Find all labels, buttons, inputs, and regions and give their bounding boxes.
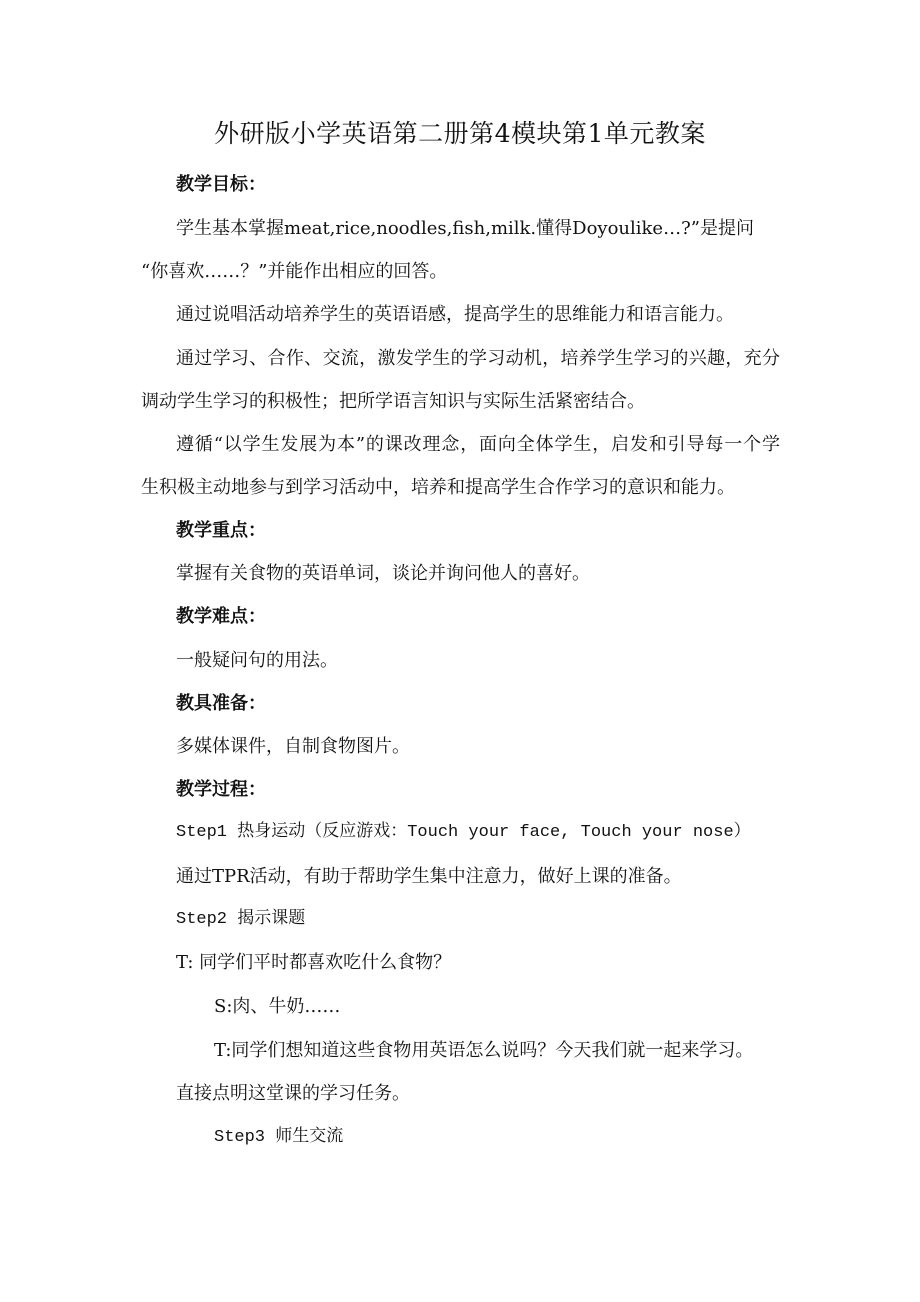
objectives-heading: 教学目标： [176, 174, 266, 195]
objective-3-line-2: 调动学生学习的积极性；把所学语言知识与实际生活紧密结合。 [141, 391, 645, 412]
step2-line: Step2 揭示课题 [176, 910, 306, 929]
step3-line: Step3 师生交流 [214, 1128, 344, 1147]
objective-3-line-1: 通过学习、合作、交流，激发学生的学习动机，培养学生学习的兴趣，充分 [176, 348, 780, 369]
step1-note: 通过TPR活动，有助于帮助学生集中注意力，做好上课的准备。 [176, 866, 682, 887]
step2-note: 直接点明这堂课的学习任务。 [176, 1083, 410, 1104]
document-title: 外研版小学英语第二册第4模块第1单元教案 [214, 119, 706, 148]
key-points-text: 掌握有关食物的英语单词，谈论并询问他人的喜好。 [176, 563, 590, 584]
difficulties-text: 一般疑问句的用法。 [176, 650, 338, 671]
key-points-heading: 教学重点： [176, 520, 266, 541]
materials-text: 多媒体课件，自制食物图片。 [176, 736, 410, 757]
difficulties-heading: 教学难点： [176, 606, 266, 627]
step1-line: Step1 热身运动（反应游戏：Touch your face, Touch your nose） [176, 823, 751, 842]
objective-4-line-1: 遵循“以学生发展为本”的课改理念，面向全体学生，启发和引导每一个学 [176, 434, 780, 455]
materials-heading: 教具准备： [176, 693, 266, 714]
step2-student-answer: S:肉、牛奶…… [214, 996, 341, 1017]
objective-1-line-2: “你喜欢……？”并能作出相应的回答。 [141, 261, 448, 282]
step2-teacher-follow-up: T:同学们想知道这些食物用英语怎么说吗？今天我们就一起来学习。 [214, 1040, 754, 1061]
objective-2: 通过说唱活动培养学生的英语语感，提高学生的思维能力和语言能力。 [176, 304, 734, 325]
objective-1-line-1: 学生基本掌握meat,rice,noodles,fish,milk.懂得Doyoulike…?”是提问 [176, 218, 754, 239]
step2-teacher-question: T: 同学们平时都喜欢吃什么食物？ [176, 952, 452, 973]
process-heading: 教学过程： [176, 779, 266, 800]
objective-4-line-2: 生积极主动地参与到学习活动中，培养和提高学生合作学习的意识和能力。 [141, 477, 735, 498]
